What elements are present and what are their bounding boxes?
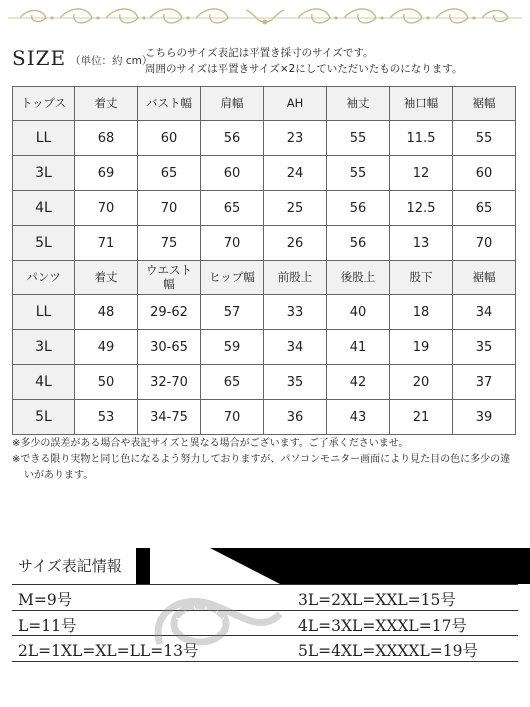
size-label: 3L [13, 156, 75, 191]
table-cell: 30-65 [138, 330, 201, 365]
ornament-divider-icon [0, 0, 530, 40]
measuring-tape-icon [140, 584, 290, 658]
size-label: 5L [13, 400, 75, 435]
column-header-waist [138, 261, 201, 295]
table-cell: 32-70 [138, 365, 201, 400]
table-cell: 34-75 [138, 400, 201, 435]
size-equivalence: M=9号 [18, 591, 73, 609]
column-header: 袖口幅 [390, 87, 453, 121]
table-cell: 65 [201, 365, 264, 400]
table-cell: 37 [453, 365, 516, 400]
note-line: ※できる限り実物と同じ色になるよう努力しておりますが、パソコンモニター画面により見た目の色に多少の違 [12, 454, 511, 465]
table-cell: 23 [264, 121, 327, 156]
table-cell: 41 [327, 330, 390, 365]
size-equivalence: 4L=3XL=XXXL=17号 [298, 617, 467, 635]
table-row [13, 191, 516, 226]
size-label: 5L [13, 226, 75, 261]
table-cell: 36 [264, 400, 327, 435]
table-cell: 60 [201, 156, 264, 191]
table-cell: 49 [75, 330, 138, 365]
column-header: 股下 [390, 261, 453, 295]
table-cell: 13 [390, 226, 453, 261]
size-info-section [0, 548, 530, 660]
note-line: ※多少の誤差がある場合や表記サイズと異なる場合がございます。ご了承くださいませ。 [12, 438, 409, 449]
table-cell: 35 [264, 365, 327, 400]
size-equivalence: 3L=2XL=XXL=15号 [298, 591, 456, 609]
size-label: LL [13, 121, 75, 156]
table-cell: 12 [390, 156, 453, 191]
column-header: ヒップ幅 [201, 261, 264, 295]
table-cell: 70 [138, 191, 201, 226]
waist-label-line1: ウエスト [146, 263, 192, 278]
measure-note-1: こちらのサイズ表記は平置き採寸のサイズです。 [145, 47, 374, 59]
table-cell: 19 [390, 330, 453, 365]
table-cell: 65 [138, 156, 201, 191]
size-label: 4L [13, 365, 75, 400]
tops-header-row [13, 87, 516, 121]
size-equivalence: 5L=4XL=XXXXL=19号 [298, 642, 478, 660]
table-cell: 69 [75, 156, 138, 191]
column-header: バスト幅 [138, 87, 201, 121]
column-header: 裾幅 [453, 261, 516, 295]
table-row [13, 226, 516, 261]
table-row [13, 295, 516, 330]
measure-note-2: 周囲のサイズは平置きサイズ×2にしていただいたものになります。 [145, 63, 463, 75]
size-title: SIZE [12, 46, 67, 70]
table-row [13, 156, 516, 191]
size-info-title: サイズ表記情報 [12, 548, 136, 584]
table-row [13, 330, 516, 365]
unit-label: （単位：約 cm） [70, 55, 153, 67]
table-row [13, 121, 516, 156]
size-table [12, 86, 516, 435]
pants-section-label: パンツ [13, 261, 75, 295]
table-cell: 70 [453, 226, 516, 261]
size-equivalence: 2L=1XL=XL=LL=13号 [18, 642, 199, 660]
column-header: 着丈 [75, 261, 138, 295]
disclaimer-notes [12, 436, 518, 484]
column-header: 前股上 [264, 261, 327, 295]
table-cell: 12.5 [390, 191, 453, 226]
table-cell: 18 [390, 295, 453, 330]
size-heading [12, 44, 522, 84]
pants-header-row [13, 261, 516, 295]
table-cell: 25 [264, 191, 327, 226]
table-cell: 60 [138, 121, 201, 156]
table-cell: 33 [264, 295, 327, 330]
table-cell: 34 [264, 330, 327, 365]
table-cell: 29-62 [138, 295, 201, 330]
table-cell: 65 [201, 191, 264, 226]
waist-label-line2: 幅 [163, 276, 175, 291]
table-cell: 70 [201, 400, 264, 435]
table-cell: 48 [75, 295, 138, 330]
table-cell: 21 [390, 400, 453, 435]
table-cell: 70 [75, 191, 138, 226]
table-cell: 71 [75, 226, 138, 261]
column-header: 後股上 [327, 261, 390, 295]
table-cell: 60 [453, 156, 516, 191]
table-cell: 53 [75, 400, 138, 435]
table-cell: 68 [75, 121, 138, 156]
column-header: AH [264, 87, 327, 121]
table-cell: 39 [453, 400, 516, 435]
size-label: LL [13, 295, 75, 330]
table-cell: 43 [327, 400, 390, 435]
tops-section-label: トップス [13, 87, 75, 121]
table-cell: 56 [327, 226, 390, 261]
banner-wedge-icon [150, 548, 280, 584]
table-cell: 55 [327, 156, 390, 191]
column-header: 袖丈 [327, 87, 390, 121]
table-cell: 50 [75, 365, 138, 400]
table-cell: 40 [327, 295, 390, 330]
table-cell: 56 [201, 121, 264, 156]
table-row [13, 400, 516, 435]
table-row [13, 365, 516, 400]
table-cell: 56 [327, 191, 390, 226]
note-line: いがあります。 [24, 470, 94, 481]
table-cell: 34 [453, 295, 516, 330]
size-label: 3L [13, 330, 75, 365]
table-cell: 20 [390, 365, 453, 400]
table-cell: 59 [201, 330, 264, 365]
table-cell: 55 [453, 121, 516, 156]
column-header: 着丈 [75, 87, 138, 121]
table-cell: 11.5 [390, 121, 453, 156]
column-header: 裾幅 [453, 87, 516, 121]
table-cell: 70 [201, 226, 264, 261]
table-cell: 35 [453, 330, 516, 365]
table-cell: 75 [138, 226, 201, 261]
table-cell: 65 [453, 191, 516, 226]
table-cell: 55 [327, 121, 390, 156]
table-cell: 24 [264, 156, 327, 191]
table-cell: 42 [327, 365, 390, 400]
column-header: 肩幅 [201, 87, 264, 121]
size-label: 4L [13, 191, 75, 226]
size-equivalence: L=11号 [18, 617, 77, 635]
table-cell: 57 [201, 295, 264, 330]
table-cell: 26 [264, 226, 327, 261]
